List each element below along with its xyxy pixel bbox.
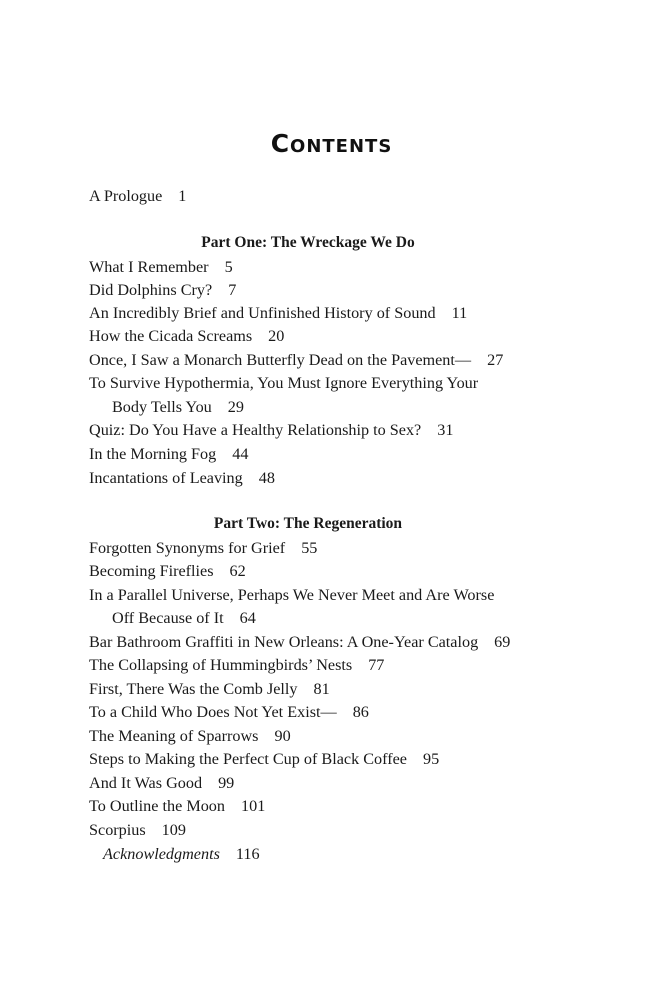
entry-page: 1 [178, 187, 187, 205]
entry-title: Becoming Fireflies [89, 562, 214, 580]
entry-title: The Meaning of Sparrows [89, 727, 259, 745]
entry-page: 7 [228, 281, 237, 299]
toc-entry[interactable] [89, 773, 234, 793]
toc-entry[interactable] [89, 444, 248, 464]
toc-entry[interactable] [89, 679, 330, 699]
entry-title: Incantations of Leaving [89, 469, 243, 487]
entry-title: To a Child Who Does Not Yet Exist— [89, 703, 337, 721]
entry-title: Quiz: Do You Have a Healthy Relationship to Sex? [89, 421, 422, 439]
entry-page: 20 [268, 327, 285, 345]
part-heading: Part One: The Wreckage We Do [201, 234, 415, 251]
toc-entry[interactable] [89, 303, 467, 323]
entry-title-cont: Off Because of It [112, 609, 224, 627]
toc-entry[interactable] [89, 702, 369, 722]
toc-entry[interactable] [89, 585, 494, 605]
entry-page: 77 [368, 656, 385, 674]
entry-title: In the Morning Fog [89, 445, 217, 463]
entry-page: 99 [218, 774, 235, 792]
toc-entry[interactable] [89, 655, 384, 675]
entry-title: Acknowledgments [103, 845, 220, 863]
entry-title: First, There Was the Comb Jelly [89, 680, 298, 698]
entry-page: 64 [239, 609, 256, 627]
entry-page: 109 [161, 821, 186, 839]
entry-title: Bar Bathroom Graffiti in New Orleans: A One-Year Catalog [89, 633, 479, 651]
entry-page: 81 [313, 680, 330, 698]
toc-entry-continuation[interactable] [112, 397, 244, 417]
entry-title: In a Parallel Universe, Perhaps We Never Meet and Are Worse [89, 586, 495, 604]
toc-entry[interactable] [89, 468, 275, 488]
toc-entry[interactable] [89, 820, 186, 840]
entry-page: 116 [235, 845, 260, 863]
entry-page: 69 [494, 633, 511, 651]
entry-title: Forgotten Synonyms for Grief [89, 539, 286, 557]
toc-entry[interactable] [89, 632, 510, 652]
entry-page: 5 [224, 258, 233, 276]
entry-page: 44 [232, 445, 249, 463]
entry-title: To Survive Hypothermia, You Must Ignore Everything Your [89, 374, 479, 392]
entry-page: 48 [258, 469, 275, 487]
entry-title: And It Was Good [89, 774, 203, 792]
entry-title: What I Remember [89, 258, 209, 276]
entry-page: 101 [241, 797, 266, 815]
toc-entry[interactable] [89, 280, 236, 300]
entry-title: Once, I Saw a Monarch Butterfly Dead on the Pavement— [89, 351, 472, 369]
entry-title: Did Dolphins Cry? [89, 281, 213, 299]
toc-entry[interactable] [89, 420, 453, 440]
entry-title: An Incredibly Brief and Unfinished History of Sound [89, 304, 436, 322]
entry-page: 31 [437, 421, 454, 439]
entry-page: 90 [274, 727, 291, 745]
entry-page: 29 [227, 398, 244, 416]
entry-title: Scorpius [89, 821, 146, 839]
entry-page: 27 [487, 351, 504, 369]
toc-entry[interactable] [89, 257, 233, 277]
toc-entry[interactable] [89, 561, 246, 581]
entry-page: 11 [451, 304, 468, 322]
toc-entry[interactable] [89, 373, 478, 393]
entry-title: How the Cicada Screams [89, 327, 253, 345]
entry-page: 95 [423, 750, 440, 768]
entry-title-cont: Body Tells You [112, 398, 212, 416]
entry-title: To Outline the Moon [89, 797, 225, 815]
toc-entry-prologue[interactable] [89, 186, 186, 206]
toc-entry[interactable] [89, 796, 265, 816]
toc-entry[interactable] [89, 538, 317, 558]
entry-page: 55 [301, 539, 318, 557]
entry-title: A Prologue [89, 187, 163, 205]
toc-entry-acknowledgments[interactable] [103, 844, 260, 864]
part-heading: Part Two: The Regeneration [213, 515, 403, 532]
toc-entry[interactable] [89, 350, 503, 370]
toc-entry[interactable] [89, 726, 291, 746]
toc-entry[interactable] [89, 326, 284, 346]
toc-entry-continuation[interactable] [112, 608, 256, 628]
toc-entry[interactable] [89, 749, 439, 769]
entry-title: The Collapsing of Hummingbirds’ Nests [89, 656, 353, 674]
entry-page: 86 [352, 703, 369, 721]
entry-page: 62 [229, 562, 246, 580]
page-title: Contents [270, 129, 393, 158]
entry-title: Steps to Making the Perfect Cup of Black Coffee [89, 750, 407, 768]
